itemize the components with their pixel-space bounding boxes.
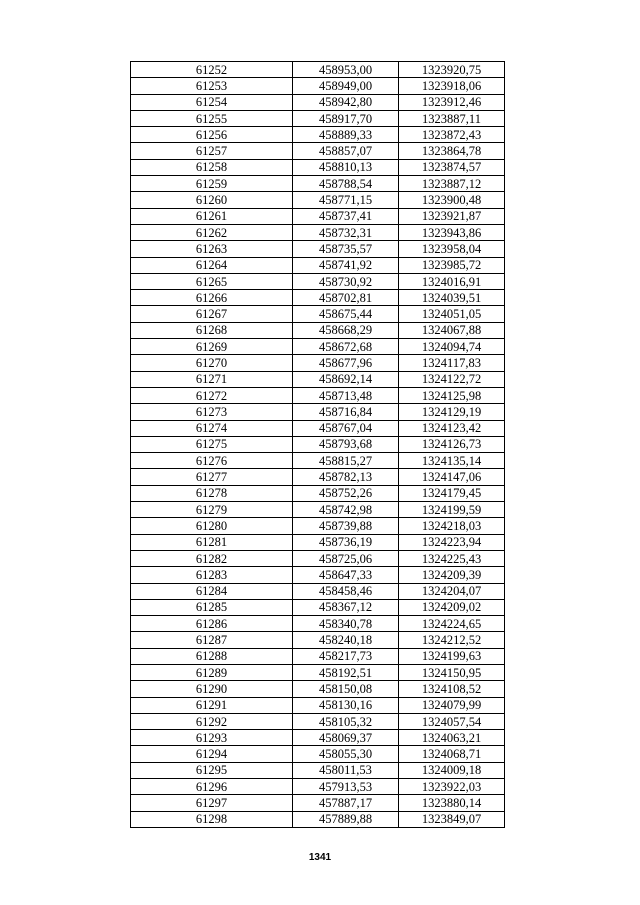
table-row — [131, 420, 505, 436]
table-row — [131, 469, 505, 485]
table-row — [131, 648, 505, 664]
table-row — [131, 241, 505, 257]
table-row — [131, 664, 505, 680]
x-coordinate-cell: 458240,18 — [293, 632, 399, 648]
x-coordinate-cell: 457887,17 — [293, 795, 399, 811]
y-coordinate-cell: 1323985,72 — [399, 257, 505, 273]
point-id-cell: 61275 — [131, 436, 293, 452]
table-row — [131, 583, 505, 599]
point-id-cell: 61298 — [131, 811, 293, 827]
x-coordinate-cell: 458677,96 — [293, 355, 399, 371]
point-id-cell: 61291 — [131, 697, 293, 713]
point-id-cell: 61294 — [131, 746, 293, 762]
table-row — [131, 110, 505, 126]
y-coordinate-cell: 1324122,72 — [399, 371, 505, 387]
point-id-cell: 61263 — [131, 241, 293, 257]
x-coordinate-cell: 458647,33 — [293, 567, 399, 583]
point-id-cell: 61288 — [131, 648, 293, 664]
point-id-cell: 61276 — [131, 453, 293, 469]
y-coordinate-cell: 1323849,07 — [399, 811, 505, 827]
x-coordinate-cell: 458702,81 — [293, 290, 399, 306]
x-coordinate-cell: 458672,68 — [293, 339, 399, 355]
point-id-cell: 61256 — [131, 127, 293, 143]
point-id-cell: 61262 — [131, 224, 293, 240]
y-coordinate-cell: 1323958,04 — [399, 241, 505, 257]
y-coordinate-cell: 1324223,94 — [399, 534, 505, 550]
point-id-cell: 61273 — [131, 404, 293, 420]
table-row — [131, 176, 505, 192]
point-id-cell: 61257 — [131, 143, 293, 159]
point-id-cell: 61292 — [131, 713, 293, 729]
y-coordinate-cell: 1324039,51 — [399, 290, 505, 306]
y-coordinate-cell: 1324225,43 — [399, 550, 505, 566]
table-row — [131, 306, 505, 322]
x-coordinate-cell: 457889,88 — [293, 811, 399, 827]
table-row — [131, 453, 505, 469]
x-coordinate-cell: 458340,78 — [293, 616, 399, 632]
table-row — [131, 730, 505, 746]
point-id-cell: 61283 — [131, 567, 293, 583]
point-id-cell: 61252 — [131, 62, 293, 78]
x-coordinate-cell: 458771,15 — [293, 192, 399, 208]
table-row — [131, 127, 505, 143]
y-coordinate-cell: 1323920,75 — [399, 62, 505, 78]
x-coordinate-cell: 458742,98 — [293, 502, 399, 518]
x-coordinate-cell: 458192,51 — [293, 664, 399, 680]
y-coordinate-cell: 1324117,83 — [399, 355, 505, 371]
x-coordinate-cell: 458793,68 — [293, 436, 399, 452]
y-coordinate-cell: 1323874,57 — [399, 159, 505, 175]
x-coordinate-cell: 458949,00 — [293, 78, 399, 94]
x-coordinate-cell: 458217,73 — [293, 648, 399, 664]
table-row — [131, 713, 505, 729]
x-coordinate-cell: 458011,53 — [293, 762, 399, 778]
x-coordinate-cell: 458055,30 — [293, 746, 399, 762]
coordinates-table-body — [131, 62, 505, 828]
table-row — [131, 62, 505, 78]
point-id-cell: 61286 — [131, 616, 293, 632]
y-coordinate-cell: 1324135,14 — [399, 453, 505, 469]
x-coordinate-cell: 458732,31 — [293, 224, 399, 240]
y-coordinate-cell: 1324108,52 — [399, 681, 505, 697]
point-id-cell: 61261 — [131, 208, 293, 224]
table-row — [131, 599, 505, 615]
y-coordinate-cell: 1324063,21 — [399, 730, 505, 746]
y-coordinate-cell: 1324079,99 — [399, 697, 505, 713]
table-row — [131, 632, 505, 648]
x-coordinate-cell: 458788,54 — [293, 176, 399, 192]
point-id-cell: 61270 — [131, 355, 293, 371]
x-coordinate-cell: 458889,33 — [293, 127, 399, 143]
point-id-cell: 61284 — [131, 583, 293, 599]
table-row — [131, 795, 505, 811]
x-coordinate-cell: 458767,04 — [293, 420, 399, 436]
x-coordinate-cell: 458713,48 — [293, 387, 399, 403]
x-coordinate-cell: 458810,13 — [293, 159, 399, 175]
y-coordinate-cell: 1323887,12 — [399, 176, 505, 192]
y-coordinate-cell: 1324129,19 — [399, 404, 505, 420]
table-row — [131, 616, 505, 632]
y-coordinate-cell: 1324016,91 — [399, 273, 505, 289]
table-row — [131, 567, 505, 583]
x-coordinate-cell: 458069,37 — [293, 730, 399, 746]
point-id-cell: 61297 — [131, 795, 293, 811]
point-id-cell: 61280 — [131, 518, 293, 534]
x-coordinate-cell: 458739,88 — [293, 518, 399, 534]
y-coordinate-cell: 1324204,07 — [399, 583, 505, 599]
y-coordinate-cell: 1324209,39 — [399, 567, 505, 583]
table-row — [131, 518, 505, 534]
x-coordinate-cell: 458942,80 — [293, 94, 399, 110]
point-id-cell: 61274 — [131, 420, 293, 436]
y-coordinate-cell: 1323887,11 — [399, 110, 505, 126]
point-id-cell: 61267 — [131, 306, 293, 322]
table-row — [131, 550, 505, 566]
point-id-cell: 61285 — [131, 599, 293, 615]
point-id-cell: 61254 — [131, 94, 293, 110]
table-row — [131, 387, 505, 403]
table-row — [131, 779, 505, 795]
point-id-cell: 61293 — [131, 730, 293, 746]
table-row — [131, 371, 505, 387]
y-coordinate-cell: 1324123,42 — [399, 420, 505, 436]
table-row — [131, 192, 505, 208]
y-coordinate-cell: 1323872,43 — [399, 127, 505, 143]
table-row — [131, 78, 505, 94]
x-coordinate-cell: 458367,12 — [293, 599, 399, 615]
y-coordinate-cell: 1324125,98 — [399, 387, 505, 403]
y-coordinate-cell: 1324209,02 — [399, 599, 505, 615]
point-id-cell: 61259 — [131, 176, 293, 192]
table-row — [131, 485, 505, 501]
page-number: 1341 — [308, 852, 332, 863]
point-id-cell: 61296 — [131, 779, 293, 795]
table-row — [131, 502, 505, 518]
table-row — [131, 534, 505, 550]
y-coordinate-cell: 1324218,03 — [399, 518, 505, 534]
table-row — [131, 697, 505, 713]
y-coordinate-cell: 1324094,74 — [399, 339, 505, 355]
x-coordinate-cell: 457913,53 — [293, 779, 399, 795]
x-coordinate-cell: 458725,06 — [293, 550, 399, 566]
y-coordinate-cell: 1324179,45 — [399, 485, 505, 501]
table-row — [131, 224, 505, 240]
point-id-cell: 61287 — [131, 632, 293, 648]
point-id-cell: 61255 — [131, 110, 293, 126]
x-coordinate-cell: 458105,32 — [293, 713, 399, 729]
x-coordinate-cell: 458675,44 — [293, 306, 399, 322]
table-row — [131, 94, 505, 110]
table-row — [131, 290, 505, 306]
y-coordinate-cell: 1324009,18 — [399, 762, 505, 778]
table-row — [131, 257, 505, 273]
y-coordinate-cell: 1323880,14 — [399, 795, 505, 811]
table-row — [131, 143, 505, 159]
point-id-cell: 61278 — [131, 485, 293, 501]
point-id-cell: 61268 — [131, 322, 293, 338]
x-coordinate-cell: 458782,13 — [293, 469, 399, 485]
y-coordinate-cell: 1323922,03 — [399, 779, 505, 795]
x-coordinate-cell: 458730,92 — [293, 273, 399, 289]
table-row — [131, 322, 505, 338]
point-id-cell: 61289 — [131, 664, 293, 680]
y-coordinate-cell: 1324224,65 — [399, 616, 505, 632]
y-coordinate-cell: 1323943,86 — [399, 224, 505, 240]
x-coordinate-cell: 458917,70 — [293, 110, 399, 126]
table-row — [131, 681, 505, 697]
table-row — [131, 273, 505, 289]
y-coordinate-cell: 1324199,59 — [399, 502, 505, 518]
point-id-cell: 61277 — [131, 469, 293, 485]
point-id-cell: 61281 — [131, 534, 293, 550]
table-row — [131, 436, 505, 452]
point-id-cell: 61279 — [131, 502, 293, 518]
x-coordinate-cell: 458716,84 — [293, 404, 399, 420]
x-coordinate-cell: 458815,27 — [293, 453, 399, 469]
y-coordinate-cell: 1324212,52 — [399, 632, 505, 648]
x-coordinate-cell: 458692,14 — [293, 371, 399, 387]
y-coordinate-cell: 1324126,73 — [399, 436, 505, 452]
point-id-cell: 61265 — [131, 273, 293, 289]
point-id-cell: 61272 — [131, 387, 293, 403]
point-id-cell: 61269 — [131, 339, 293, 355]
x-coordinate-cell: 458130,16 — [293, 697, 399, 713]
y-coordinate-cell: 1323912,46 — [399, 94, 505, 110]
y-coordinate-cell: 1323918,06 — [399, 78, 505, 94]
y-coordinate-cell: 1324067,88 — [399, 322, 505, 338]
point-id-cell: 61258 — [131, 159, 293, 175]
x-coordinate-cell: 458668,29 — [293, 322, 399, 338]
point-id-cell: 61295 — [131, 762, 293, 778]
y-coordinate-cell: 1324051,05 — [399, 306, 505, 322]
table-row — [131, 811, 505, 827]
x-coordinate-cell: 458458,46 — [293, 583, 399, 599]
y-coordinate-cell: 1324057,54 — [399, 713, 505, 729]
y-coordinate-cell: 1324150,95 — [399, 664, 505, 680]
point-id-cell: 61266 — [131, 290, 293, 306]
coordinates-table — [130, 61, 505, 828]
x-coordinate-cell: 458737,41 — [293, 208, 399, 224]
x-coordinate-cell: 458150,08 — [293, 681, 399, 697]
point-id-cell: 61264 — [131, 257, 293, 273]
table-row — [131, 339, 505, 355]
point-id-cell: 61271 — [131, 371, 293, 387]
y-coordinate-cell: 1324147,06 — [399, 469, 505, 485]
y-coordinate-cell: 1323900,48 — [399, 192, 505, 208]
x-coordinate-cell: 458857,07 — [293, 143, 399, 159]
table-row — [131, 746, 505, 762]
y-coordinate-cell: 1323864,78 — [399, 143, 505, 159]
point-id-cell: 61290 — [131, 681, 293, 697]
y-coordinate-cell: 1323921,87 — [399, 208, 505, 224]
x-coordinate-cell: 458736,19 — [293, 534, 399, 550]
table-row — [131, 404, 505, 420]
table-row — [131, 355, 505, 371]
x-coordinate-cell: 458752,26 — [293, 485, 399, 501]
x-coordinate-cell: 458953,00 — [293, 62, 399, 78]
x-coordinate-cell: 458735,57 — [293, 241, 399, 257]
y-coordinate-cell: 1324199,63 — [399, 648, 505, 664]
x-coordinate-cell: 458741,92 — [293, 257, 399, 273]
y-coordinate-cell: 1324068,71 — [399, 746, 505, 762]
point-id-cell: 61260 — [131, 192, 293, 208]
table-row — [131, 208, 505, 224]
point-id-cell: 61253 — [131, 78, 293, 94]
table-row — [131, 762, 505, 778]
table-row — [131, 159, 505, 175]
point-id-cell: 61282 — [131, 550, 293, 566]
